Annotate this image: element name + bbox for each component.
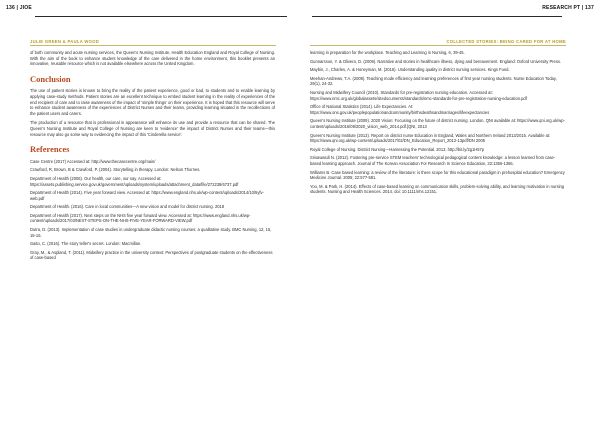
reference-entry: Department of Health (2006). Our health, our care, our say. Accessed at: https://assets.publishing.service.gov.uk/government/uploads/system/uploads/attachment_data/file/272238/6737.pdf — [30, 175, 239, 187]
reference-entry: Yoo, M. & Park, H. (2014). Effects of case-based learning on communication skills, problem-solving ability, and learning motivation in nursing students. Nursing and Health Sciences. 2014. doi: 10.1111/nhs.12151. — [310, 183, 565, 195]
reference-entry: Maybin, J., Charles, A. & Honeyman, M. (2016). Understanding quality in district nursing services. Kings Fund. — [310, 67, 510, 73]
intro-paragraph: of both community and acute nursing services, the Queen's Nursing Institute, Health Education England and Royal College of Nursing. With the aim of the book to enhance student knowledge of the care delivered in the home environment, this booklet presents an innovative, reusable resource which is not available elsewhere across the United Kingdom. — [30, 50, 275, 67]
top-bar — [0, 0, 600, 20]
reference-entry: learning in preparation for the workplace. Teaching and Learning in Nursing, 6, 39-45. — [310, 50, 465, 55]
reference-entry: Gaito, C. (2016). The story teller's secret. London: Macmillan. — [30, 241, 142, 247]
reference-entry: Department of Health (2017). Next steps on the NHS five year forward view. Accessed at: https://www.england.nhs.uk/wp-content/uploads/2017/03/NEXT-STEPS-ON-THE-NHS-FIVE-YEAR-FORWARD-VIEW.pdf — [30, 212, 251, 224]
reference-entry: Gunnarsson, Y. & Olivera, D. (2009). Narrative and stories in healthcare illness, dying and bereavement. England: Oxford University Press. — [310, 58, 562, 64]
right-header-rule — [312, 16, 562, 17]
left-running-head: JULIE GREEN & PAULA WOOD — [30, 39, 100, 44]
conclusion-paragraph: The use of patient stories is known to bring the reality of the patient experience, good or bad, to students and to enable learning by applying case-study methods. Patient stories are an excellent technique to embed student learning in the reality of experiences of the end recipient of care and to raise awareness of the impact of 'simple things' on their experience. It is hoped that this resource will serve to enhance student awareness of the experiences of District Nurses and their teams, providing learning situated in the recollections of the patient users and carers. — [30, 88, 275, 116]
reference-entry: Gray, M., & Aspland, T. (2011). Midwifery practice in the university context: Perspectives of postgraduate students on the effectiveness of case-based — [30, 249, 273, 261]
reference-entry: Department of Health (2014). Five year forward view. Accessed at: https://www.england.nhs.uk/wp-content/uploads/2014/10/5yfv-web.pdf — [30, 190, 264, 201]
left-page-tag: 136 | JIOE — [6, 5, 32, 11]
reference-entry: Royal College of Nursing. District Nursing—Harnessing the Potential. 2013. http://bit.ly/2g1H57p — [310, 146, 485, 152]
reference-entry: Queen's Nursing Institute (2013). Report on district nurse Education in England, Wales and Northern Ireland 2013/2015. Available at: https://www.qni.org.uk/wp-content/uploads/2017/02/DN_Education_Report_2012-13pdf/DN 2006 — [310, 132, 551, 144]
right-running-rule — [310, 45, 566, 46]
reference-entry: Department of Health. (2016). Care in local communities—A new vision and model for district nursing. 2018 — [30, 204, 225, 210]
reference-entry: Case Centre (2017) Accessed at: http://www.thecasecentre.org/main/ — [30, 158, 156, 164]
reference-entry: Nursing and Midwifery Council (2010). Standards for pre-registration nursing education. Accessed at: https://www.nmc.org.uk/globalassets/sitedocuments/standards/nmc-standards-for-pre-registration-nursing-education.pdf — [310, 89, 527, 101]
reference-entry: Srisawasdi N. (2012). Fostering pre-service STEM teachers' technological pedagogical content knowledge: a lesson learned from case-based learning approach. Journal of The Korean Association For Research In Science Education, 32:1356-1366. — [310, 155, 556, 166]
right-running-head: COLLECTED STORIES: BEING CARED FOR AT HOME — [446, 39, 566, 44]
conclusion-paragraph: The production of a resource that is professional in appearance will enhance its use and provide a resource that can be shared. The Queen's Nursing Institute and Royal College of Nursing are keen to 'evidence' the impact of District Nurses and their teams—this resource may also go some way to evidencing the impact of this 'Cinderella service'. — [30, 120, 275, 137]
reference-entry: Crawford, R, Brown, B & Crawford, P. (2004). Storytelling in therapy. London: Nelson Thornes. — [30, 167, 201, 173]
left-column — [30, 50, 275, 264]
reference-entry: Williams B. Case based learning: a review of the literature: is there scope for this educational paradigm in prehospital education? Emergency Medicine Journal. 2005; 22:577-581. — [310, 169, 565, 181]
right-page-tag: RESEARCH PT | 137 — [542, 5, 594, 11]
reference-entry: Meehan-Andrews, T.A. (2009). Teaching mode efficiency and learning preferences of first year nursing students. Nurse Education Today, 29(1), 24-32. — [310, 75, 557, 87]
right-column — [310, 50, 565, 198]
references-heading: References — [30, 144, 70, 155]
reference-entry: Office of National Statistics (2014). Life Expectancies. At: https://www.ons.gov.uk/peoplepopulationandcommunity/birthsdeathsandmarriages/lifeexpectancies — [310, 104, 490, 115]
reference-entry: Queen's Nursing Institute (2009). 2020 Vision: Focusing on the future of district nursing. London, QNI available at: https://www.qni.org.uk/wp-content/uploads/2016/09/2020_vision_web_2014.pdf.[QNI, 2013 — [310, 118, 565, 129]
left-header-rule — [35, 16, 287, 17]
conclusion-heading: Conclusion — [30, 73, 71, 84]
left-running-rule — [30, 45, 276, 46]
reference-entry: Dutra, D. (2013). Implementation of case studies in undergraduate didactic nursing courses: a qualitative study. BMC Nursing, 12, 15, 15-15. — [30, 227, 272, 238]
